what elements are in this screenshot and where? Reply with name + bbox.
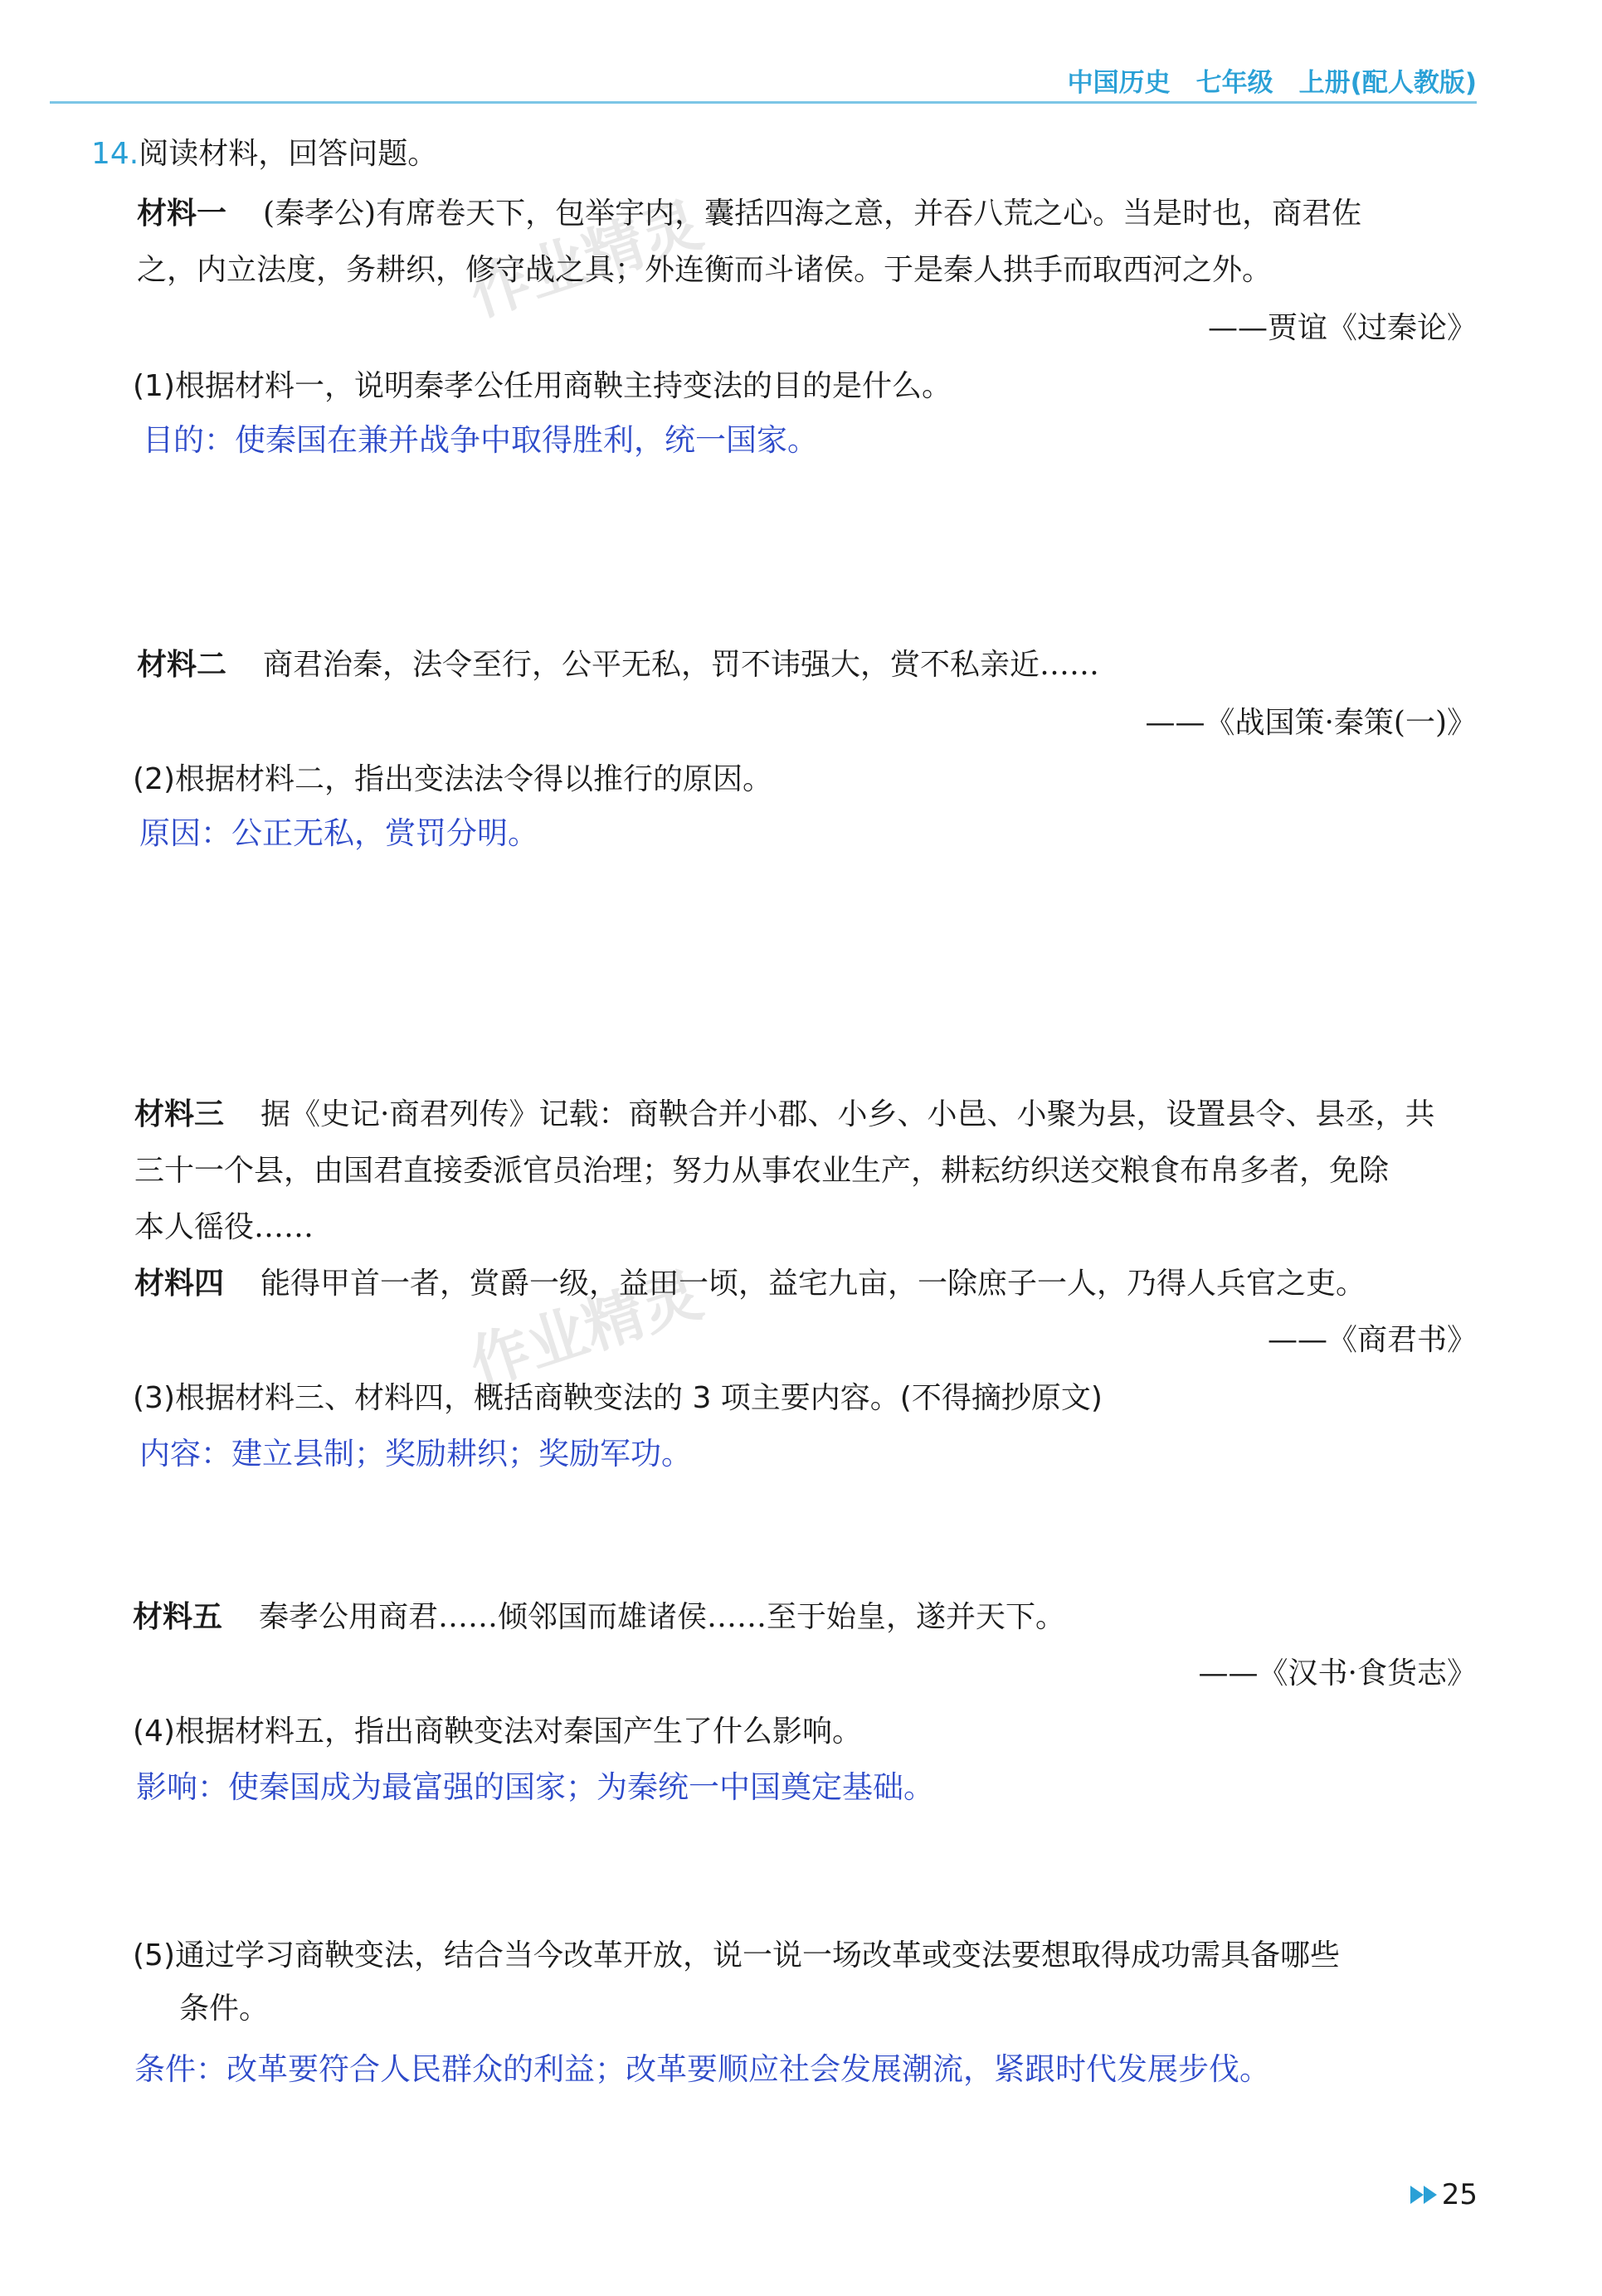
material1-line1 (137, 196, 1361, 232)
question-text: 阅读材料，回答问题。 (139, 137, 438, 171)
answer-3: 内容：建立县制；奖励耕织；奖励军功。 (139, 1436, 692, 1471)
sub-question-1: (1)根据材料一，说明秦孝公任用商鞅主持变法的目的是什么。 (133, 369, 952, 403)
watermark: 作业精灵 (460, 189, 710, 330)
answer-5: 条件：改革要符合人民群众的利益；改革要顺应社会发展潮流，紧跟时代发展步伐。 (134, 2051, 1270, 2087)
answer-4: 影响：使秦国成为最富强的国家；为秦统一中国奠定基础。 (136, 1769, 934, 1805)
material-label: 材料二 (137, 648, 227, 682)
material-label: 材料五 (133, 1600, 223, 1634)
material3-line2: 三十一个县，由国君直接委派官员治理；努力从事农业生产，耕耘纺织送交粮食布帛多者，免除 (134, 1154, 1390, 1188)
sub-question-3: (3)根据材料三、材料四，概括商鞅变法的 3 项主要内容。(不得摘抄原文) (133, 1381, 1103, 1415)
sub-question-2: (2)根据材料二，指出变法法令得以推行的原因。 (133, 762, 772, 796)
material4-line1 (134, 1266, 1366, 1302)
material-label: 材料四 (134, 1267, 225, 1301)
answer-2: 原因：公正无私，赏罚分明。 (139, 815, 538, 851)
material-text: 商君治秦，法令至行，公平无私，罚不讳强大，赏不私亲近…… (263, 648, 1100, 682)
material4-source: ——《商君书》 (1267, 1323, 1477, 1357)
material1-source: ——贾谊《过秦论》 (1207, 311, 1477, 345)
header-title: 中国历史 七年级 上册(配人教版) (1067, 68, 1477, 98)
question-prompt (91, 136, 437, 173)
page-number (1410, 2178, 1478, 2211)
material-label: 材料一 (137, 197, 227, 231)
material2-source: ——《战国策·秦策(一)》 (1145, 706, 1477, 740)
material-text: 能得甲首一者，赏爵一级，益田一顷，益宅九亩，一除庶子一人，乃得人兵官之吏。 (261, 1267, 1366, 1301)
material-text: (秦孝公)有席卷天下，包举宇内，囊括四海之意，并吞八荒之心。当是时也，商君佐 (263, 197, 1362, 231)
material3-line3: 本人徭役…… (134, 1210, 314, 1244)
watermark: 作业精灵 (460, 1259, 710, 1400)
material-label: 材料三 (134, 1097, 225, 1131)
material-text: 秦孝公用商君……倾邻国而雄诸侯……至于始皇，遂并天下。 (259, 1600, 1066, 1634)
material1-line2: 之，内立法度，务耕织，修守战之具；外连衡而斗诸侯。于是秦人拱手而取西河之外。 (137, 253, 1273, 287)
double-arrow-icon (1410, 2186, 1437, 2204)
material5-source: ——《汉书·食货志》 (1198, 1656, 1477, 1690)
material2-line1 (137, 647, 1099, 683)
sub-question-4: (4)根据材料五，指出商鞅变法对秦国产生了什么影响。 (133, 1715, 862, 1749)
sub-question-5-line1: (5)通过学习商鞅变法，结合当今改革开放，说一说一场改革或变法要想取得成功需具备哪些 (133, 1938, 1340, 1973)
question-number: 14. (91, 137, 139, 171)
material5-line1 (133, 1599, 1065, 1636)
sub-question-5-line2: 条件。 (179, 1992, 270, 2026)
material-text: 据《史记·商君列传》记载：商鞅合并小郡、小乡、小邑、小聚为县，设置县令、县丞，共 (261, 1097, 1435, 1131)
answer-1: 目的：使秦国在兼并战争中取得胜利，统一国家。 (143, 422, 818, 458)
header-divider (50, 101, 1477, 104)
material3-line1 (134, 1097, 1434, 1133)
page-number-text: 25 (1441, 2178, 1478, 2211)
